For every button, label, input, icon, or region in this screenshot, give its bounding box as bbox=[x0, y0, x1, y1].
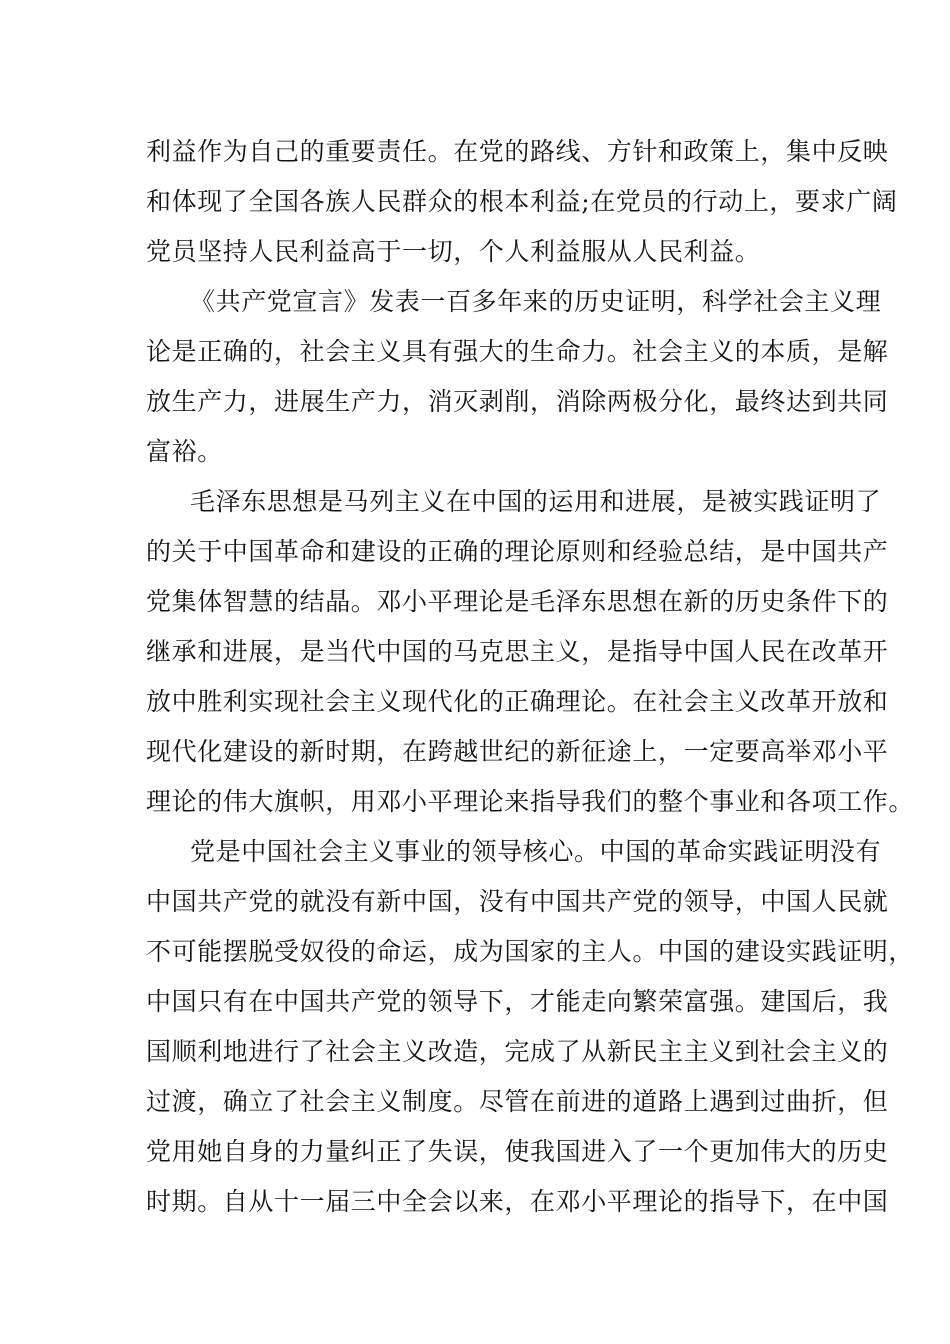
text-line: 中国共产党的就没有新中国，没有中国共产党的领导，中国人民就 bbox=[146, 887, 889, 916]
text-line: 的关于中国革命和建设的正确的理论原则和经验总结，是中国共产 bbox=[146, 537, 889, 566]
paragraph-2 bbox=[146, 277, 889, 477]
text-line: 不可能摆脱受奴役的命运，成为国家的主人。中国的建设实践证明， bbox=[146, 937, 915, 966]
text-line: 放中胜利实现社会主义现代化的正确理论。在社会主义改革开放和 bbox=[146, 687, 889, 716]
text-line: 《共产党宣言》发表一百多年来的历史证明，科学社会主义理 bbox=[190, 287, 882, 316]
text-line: 党是中国社会主义事业的领导核心。中国的革命实践证明没有 bbox=[190, 837, 882, 866]
text-line: 党员坚持人民利益高于一切，个人利益服从人民利益。 bbox=[146, 237, 761, 266]
text-line: 理论的伟大旗帜，用邓小平理论来指导我们的整个事业和各项工作。 bbox=[146, 787, 915, 816]
text-line: 党集体智慧的结晶。邓小平理论是毛泽东思想在新的历史条件下的 bbox=[146, 587, 889, 616]
text-line: 过渡，确立了社会主义制度。尽管在前进的道路上遇到过曲折，但 bbox=[146, 1087, 889, 1116]
text-line: 和体现了全国各族人民群众的根本利益;在党员的行动上，要求广阔 bbox=[146, 187, 898, 216]
text-line: 毛泽东思想是马列主义在中国的运用和进展，是被实践证明了 bbox=[190, 487, 882, 516]
text-line: 中国只有在中国共产党的领导下，才能走向繁荣富强。建国后，我 bbox=[146, 987, 889, 1016]
text-line: 富裕。 bbox=[146, 437, 223, 466]
text-line: 利益作为自己的重要责任。在党的路线、方针和政策上，集中反映 bbox=[146, 137, 889, 166]
text-line: 国顺利地进行了社会主义改造，完成了从新民主主义到社会主义的 bbox=[146, 1037, 889, 1066]
paragraph-4 bbox=[146, 827, 915, 1227]
paragraph-3 bbox=[146, 477, 915, 827]
text-line: 现代化建设的新时期，在跨越世纪的新征途上，一定要高举邓小平 bbox=[146, 737, 889, 766]
paragraph-1 bbox=[146, 127, 898, 277]
text-line: 党用她自身的力量纠正了失误，使我国进入了一个更加伟大的历史 bbox=[146, 1137, 889, 1166]
body-text bbox=[146, 127, 915, 1227]
text-line: 论是正确的，社会主义具有强大的生命力。社会主义的本质，是解 bbox=[146, 337, 889, 366]
text-line: 继承和进展，是当代中国的马克思主义，是指导中国人民在改革开 bbox=[146, 637, 889, 666]
text-line: 时期。自从十一届三中全会以来，在邓小平理论的指导下，在中国 bbox=[146, 1187, 889, 1216]
text-line: 放生产力，进展生产力，消灭剥削，消除两极分化，最终达到共同 bbox=[146, 387, 889, 416]
